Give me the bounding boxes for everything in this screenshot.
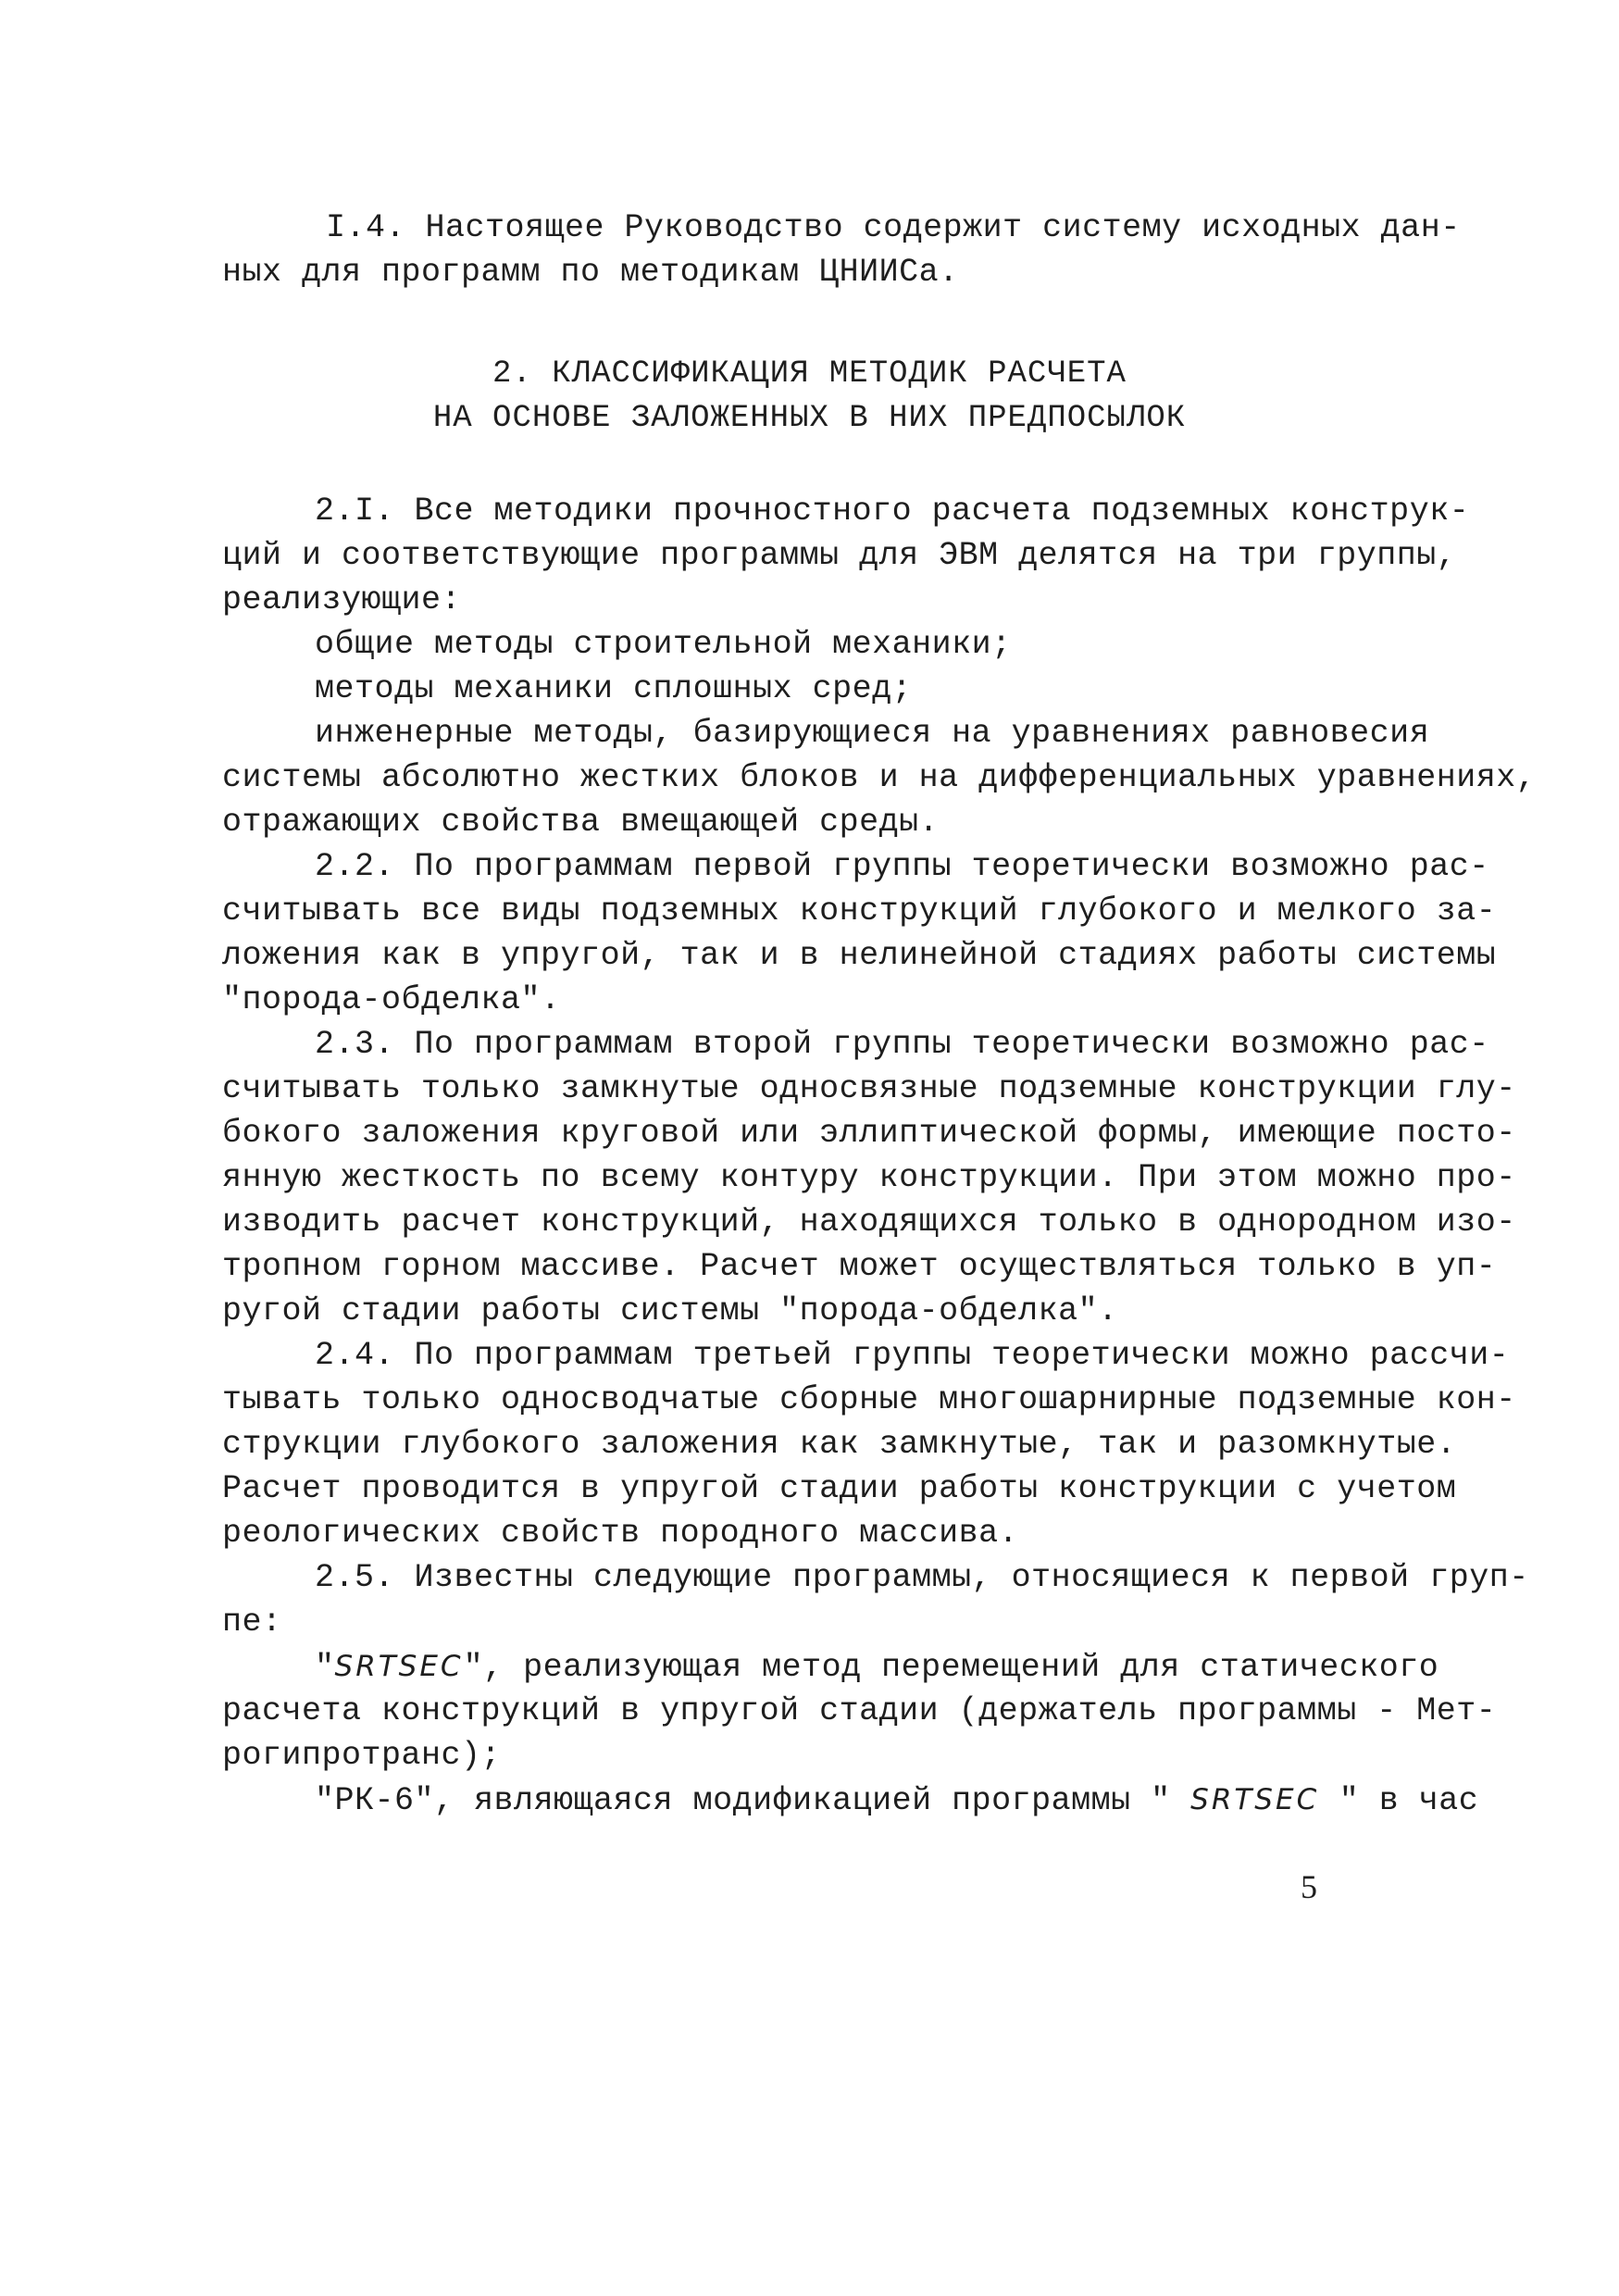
p25-srtsec-line-3: рогипротранс); [222,1737,502,1774]
rk6-text-start: "РК-6", являющаяся модификацией программы " [315,1782,1191,1819]
p21-line-2: ций и соответствующие программы для ЭВМ делятся на три группы, [222,537,1457,574]
srtsec-open-quote: " [315,1649,335,1686]
rk6-text-end: " в час [1319,1782,1479,1819]
srtsec-program-name: SRTSEC [334,1650,464,1683]
p21-line-3: реализующие: [222,581,462,618]
p23-line-7: ругой стадии работы системы "порода-обделка". [222,1292,1118,1329]
p22-line-3: ложения как в упругой, так и в нелинейной стадиях работы системы [222,937,1497,974]
p24-line-5: реологических свойств породного массива. [222,1515,1019,1552]
p25-rk6-line [315,1779,1478,1821]
list-item-1: общие методы строительной механики; [315,626,1012,663]
p23-line-6: тропном горном массиве. Расчет может осуществляться только в уп- [222,1248,1497,1285]
p22-line-1: 2.2. По программам первой группы теоретически возможно рас- [315,848,1489,885]
intro-line-2: ных для программ по методикам ЦНИИСа. [222,254,959,291]
p22-line-2: считывать все виды подземных конструкций глубокого и мелкого за- [222,892,1497,930]
p25-line-1: 2.5. Известны следующие программы, относящиеся к первой груп- [315,1559,1529,1596]
p24-line-1: 2.4. По программам третьей группы теоретически можно рассчи- [315,1337,1510,1374]
intro-line-1: I.4. Настоящее Руководство содержит систему исходных дан- [326,209,1461,246]
p24-line-4: Расчет проводится в упругой стадии работы конструкции с учетом [222,1470,1457,1507]
page-number: 5 [1301,1868,1317,1905]
p24-line-3: струкции глубокого заложения как замкнутые, так и разомкнутые. [222,1426,1457,1463]
list-item-2: методы механики сплошных сред; [315,670,913,707]
list-item-3-line-2: системы абсолютно жестких блоков и на дифференциальных уравнениях, [222,759,1537,796]
p23-line-1: 2.3. По программам второй группы теоретически возможно рас- [315,1026,1489,1063]
srtsec-description: ", реализующая метод перемещений для статического [463,1649,1439,1686]
p23-line-4: янную жесткость по всему контуру конструкции. При этом можно про- [222,1159,1516,1196]
p23-line-5: изводить расчет конструкций, находящихся только в однородном изо- [222,1204,1516,1241]
p25-line-2: пе: [222,1603,282,1641]
p23-line-3: бокого заложения круговой или эллиптической формы, имеющие посто- [222,1115,1516,1152]
p22-line-4: "порода-обделка". [222,981,561,1018]
p24-line-2: тывать только односводчатые сборные многошарнирные подземные кон- [222,1381,1516,1418]
p21-line-1: 2.I. Все методики прочностного расчета подземных конструк- [315,493,1470,530]
p25-srtsec-line-1 [315,1646,1438,1688]
section-heading-line-1: 2. КЛАССИФИКАЦИЯ МЕТОДИК РАСЧЕТА [492,356,1127,392]
p23-line-2: считывать только замкнутые односвязные подземные конструкции глу- [222,1070,1516,1107]
list-item-3-line-1: инженерные методы, базирующиеся на уравнениях равновесия [315,715,1430,752]
list-item-3-line-3: отражающих свойства вмещающей среды. [222,804,940,841]
rk6-program-name: SRTSEC [1190,1783,1320,1816]
section-heading-line-2: НА ОСНОВЕ ЗАЛОЖЕННЫХ В НИХ ПРЕДПОСЫЛОК [432,401,1187,436]
p25-srtsec-line-2: расчета конструкций в упругой стадии (держатель программы - Мет- [222,1692,1497,1729]
